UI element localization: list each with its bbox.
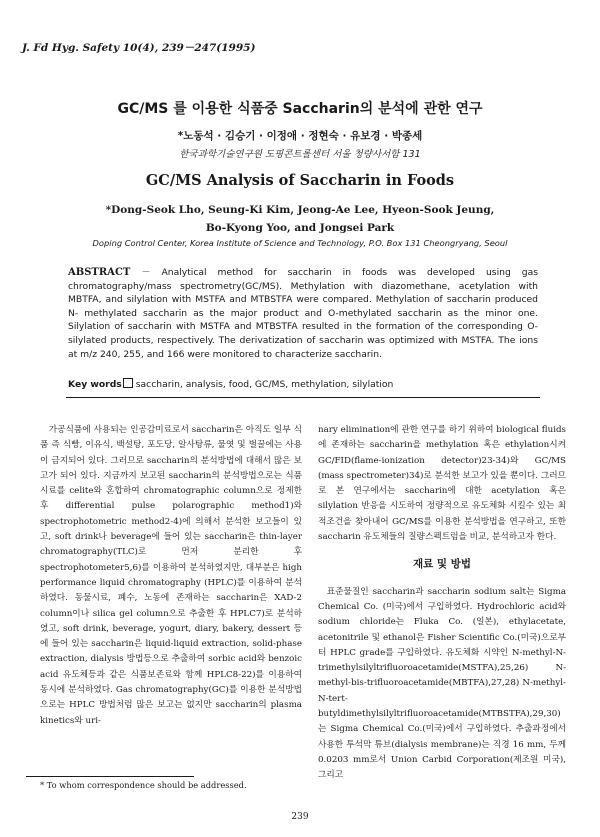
english-authors-line1: *Dong-Seok Lho, Seung-Ki Kim, Jeong-Ae Lee, Hyeon-Sook Jeung, (105, 204, 495, 216)
korean-authors: *노동석 · 김승기 · 이정애 · 정현숙 · 유보경 · 박종세 (177, 130, 423, 142)
abstract-heading: ABSTRACT (68, 267, 131, 278)
footnote: * To whom correspondence should be addressed. (40, 780, 247, 790)
journal-header: J. Fd Hyg. Safety 10(4), 239－247(1995) (22, 42, 256, 54)
abstract (68, 266, 538, 361)
english-affiliation: Doping Control Center, Korea Institute of Science and Technology, P.O. Box 131 Cheongryang, Seoul (92, 238, 508, 248)
section-heading-materials-methods: 재료 및 방법 (412, 558, 472, 571)
english-authors-line2: Bo-Kyong Yoo, and Jongsei Park (205, 222, 395, 234)
materials-paragraph: 표준물질인 saccharin과 saccharin sodium salt는 Sigma Chemical Co. (미국)에서 구입하였다. Hydrochloric acid와 sodium chloride는 Fluka Co. (일본), ethylacetate, acetonitrile 및 ethanol은 Fisher Scientific Co.(미국)으로부터 HPLC grade를 구입하였다. 유도체화 시약인 N-methyl-N-trimethylsilyltrifluoroacetamide(MSTFA),25,26) N-methyl-bis-trifluoroacetamide(MBTFA),27,28) N-methyl-N-tert-butyldimethylsilyltrifluoroacetamide(MTBSTFA),29,30)는 Sigma Chemical Co.(미국)에서 구입하였다. 추출과정에서 사용한 투석막 튜브(dialysis membrane)는 직경 16 mm, 두께 0.0203 mm로서 Union Carbid Corporation(제조원 미국), 그리고 (318, 586, 566, 781)
keywords-label: Key words (68, 379, 122, 390)
english-title: GC/MS Analysis of Saccharin in Foods (145, 172, 455, 189)
checkbox-square-icon (123, 378, 133, 388)
intro-continuation: nary elimination에 관한 연구를 하기 위하여 biological fluids에 존재하는 saccharin을 methylation 혹은 ethylation시켜 GC/FID(flame-ionization detector)23-34)와 GC/MS (mass spectrometer)34)로 분석한 보고가 있을 뿐이다. 그러므로 본 연구에서는 saccharin에 대한 acetylation 혹은 silylation 반응을 시도하여 정량적으로 유도체화 시킬수 있는 최적조건을 찾아내어 GC/MS를 이용한 분석방법을 연구하고, 또한 saccharin 유도체들의 질량스펙트럼을 비교, 분석하고자 한다. (318, 425, 566, 543)
abstract-divider (66, 397, 540, 398)
left-column (40, 423, 302, 729)
keywords-text: saccharin, analysis, food, GC/MS, methylation, silylation (135, 379, 394, 390)
right-column (318, 423, 566, 784)
korean-affiliation: 한국과학기술연구원 도핑콘트롤센터 서울 청량사서함 131 (179, 149, 421, 160)
intro-paragraph: 가공식품에 사용되는 인공감미료로서 saccharin은 아직도 일부 식품 즉 식빵, 이유식, 백설탕, 포도당, 알사탕류, 물엿 및 벌꿀에는 사용이 금지되어 있다. 그러므로 saccharin의 분석방법에 대해서 많은 보고가 되어 있다. 지금까지 보고된 saccharin의 분석방법으로는 식품시료를 celite와 혼합하여 chromatographic column으로 정제한 후 differential pulse polarographic method1)와 spectrophotometric method2-4)에 의해서 분석한 보고들이 있고, soft drink나 beverage에 들어 있는 saccharin은 thin-layer chromatography(TLC)로 먼저 분리한 후 spectrophotometer5,6)를 이용하여 분석하였지만, 대부분은 high performance liquid chromatography (HPLC)를 이용하여 분석하였다. 동물시료, 폐수, 노동에 존재하는 saccharin은 XAD-2 column이나 silica gel column으로 추출한 후 HPLC7)로 분석하였고, soft drink, beverage, yogurt, diary, bakery, dessert 등에 들어 있는 saccharin은 liquid-liquid extraction, solid-phase extraction, dialysis 방법등으로 추출하여 sorbic acid와 benzoic acid 유도체등과 같은 식품보존료와 함께 HPLC8-22)를 이용하여 동시에 분석하였다. Gas chromatography(GC)를 이용한 분석방법으로는 HPLC 방법처럼 많은 보고는 없지만 saccharin의 plasma kinetics와 uri- (40, 425, 302, 726)
keywords (68, 378, 538, 390)
abstract-text: － Analytical method for saccharin in foods was developed using gas chromatography/mass spectrometry(GC/MS). Methylation with diazomethane, acetylation with MBTFA, and silylation with MSTFA and MTBSTFA were compared. Methylation of saccharin produced N- methylated saccharin as the major product and O-methylated saccharin as the minor one. Silylation of saccharin with MSTFA and MTBSTFA resulted in the formation of the corresponding O-silylated products, respectively. The derivatization of saccharin was optimized with MSTFA. The ions at m/z 240, 255, and 166 were monitored to characterize saccharin. (68, 267, 539, 360)
footnote-divider (26, 776, 194, 777)
korean-title: GC/MS 를 이용한 식품중 Saccharin의 분석에 관한 연구 (117, 101, 483, 117)
page-number: 239 (291, 812, 309, 822)
